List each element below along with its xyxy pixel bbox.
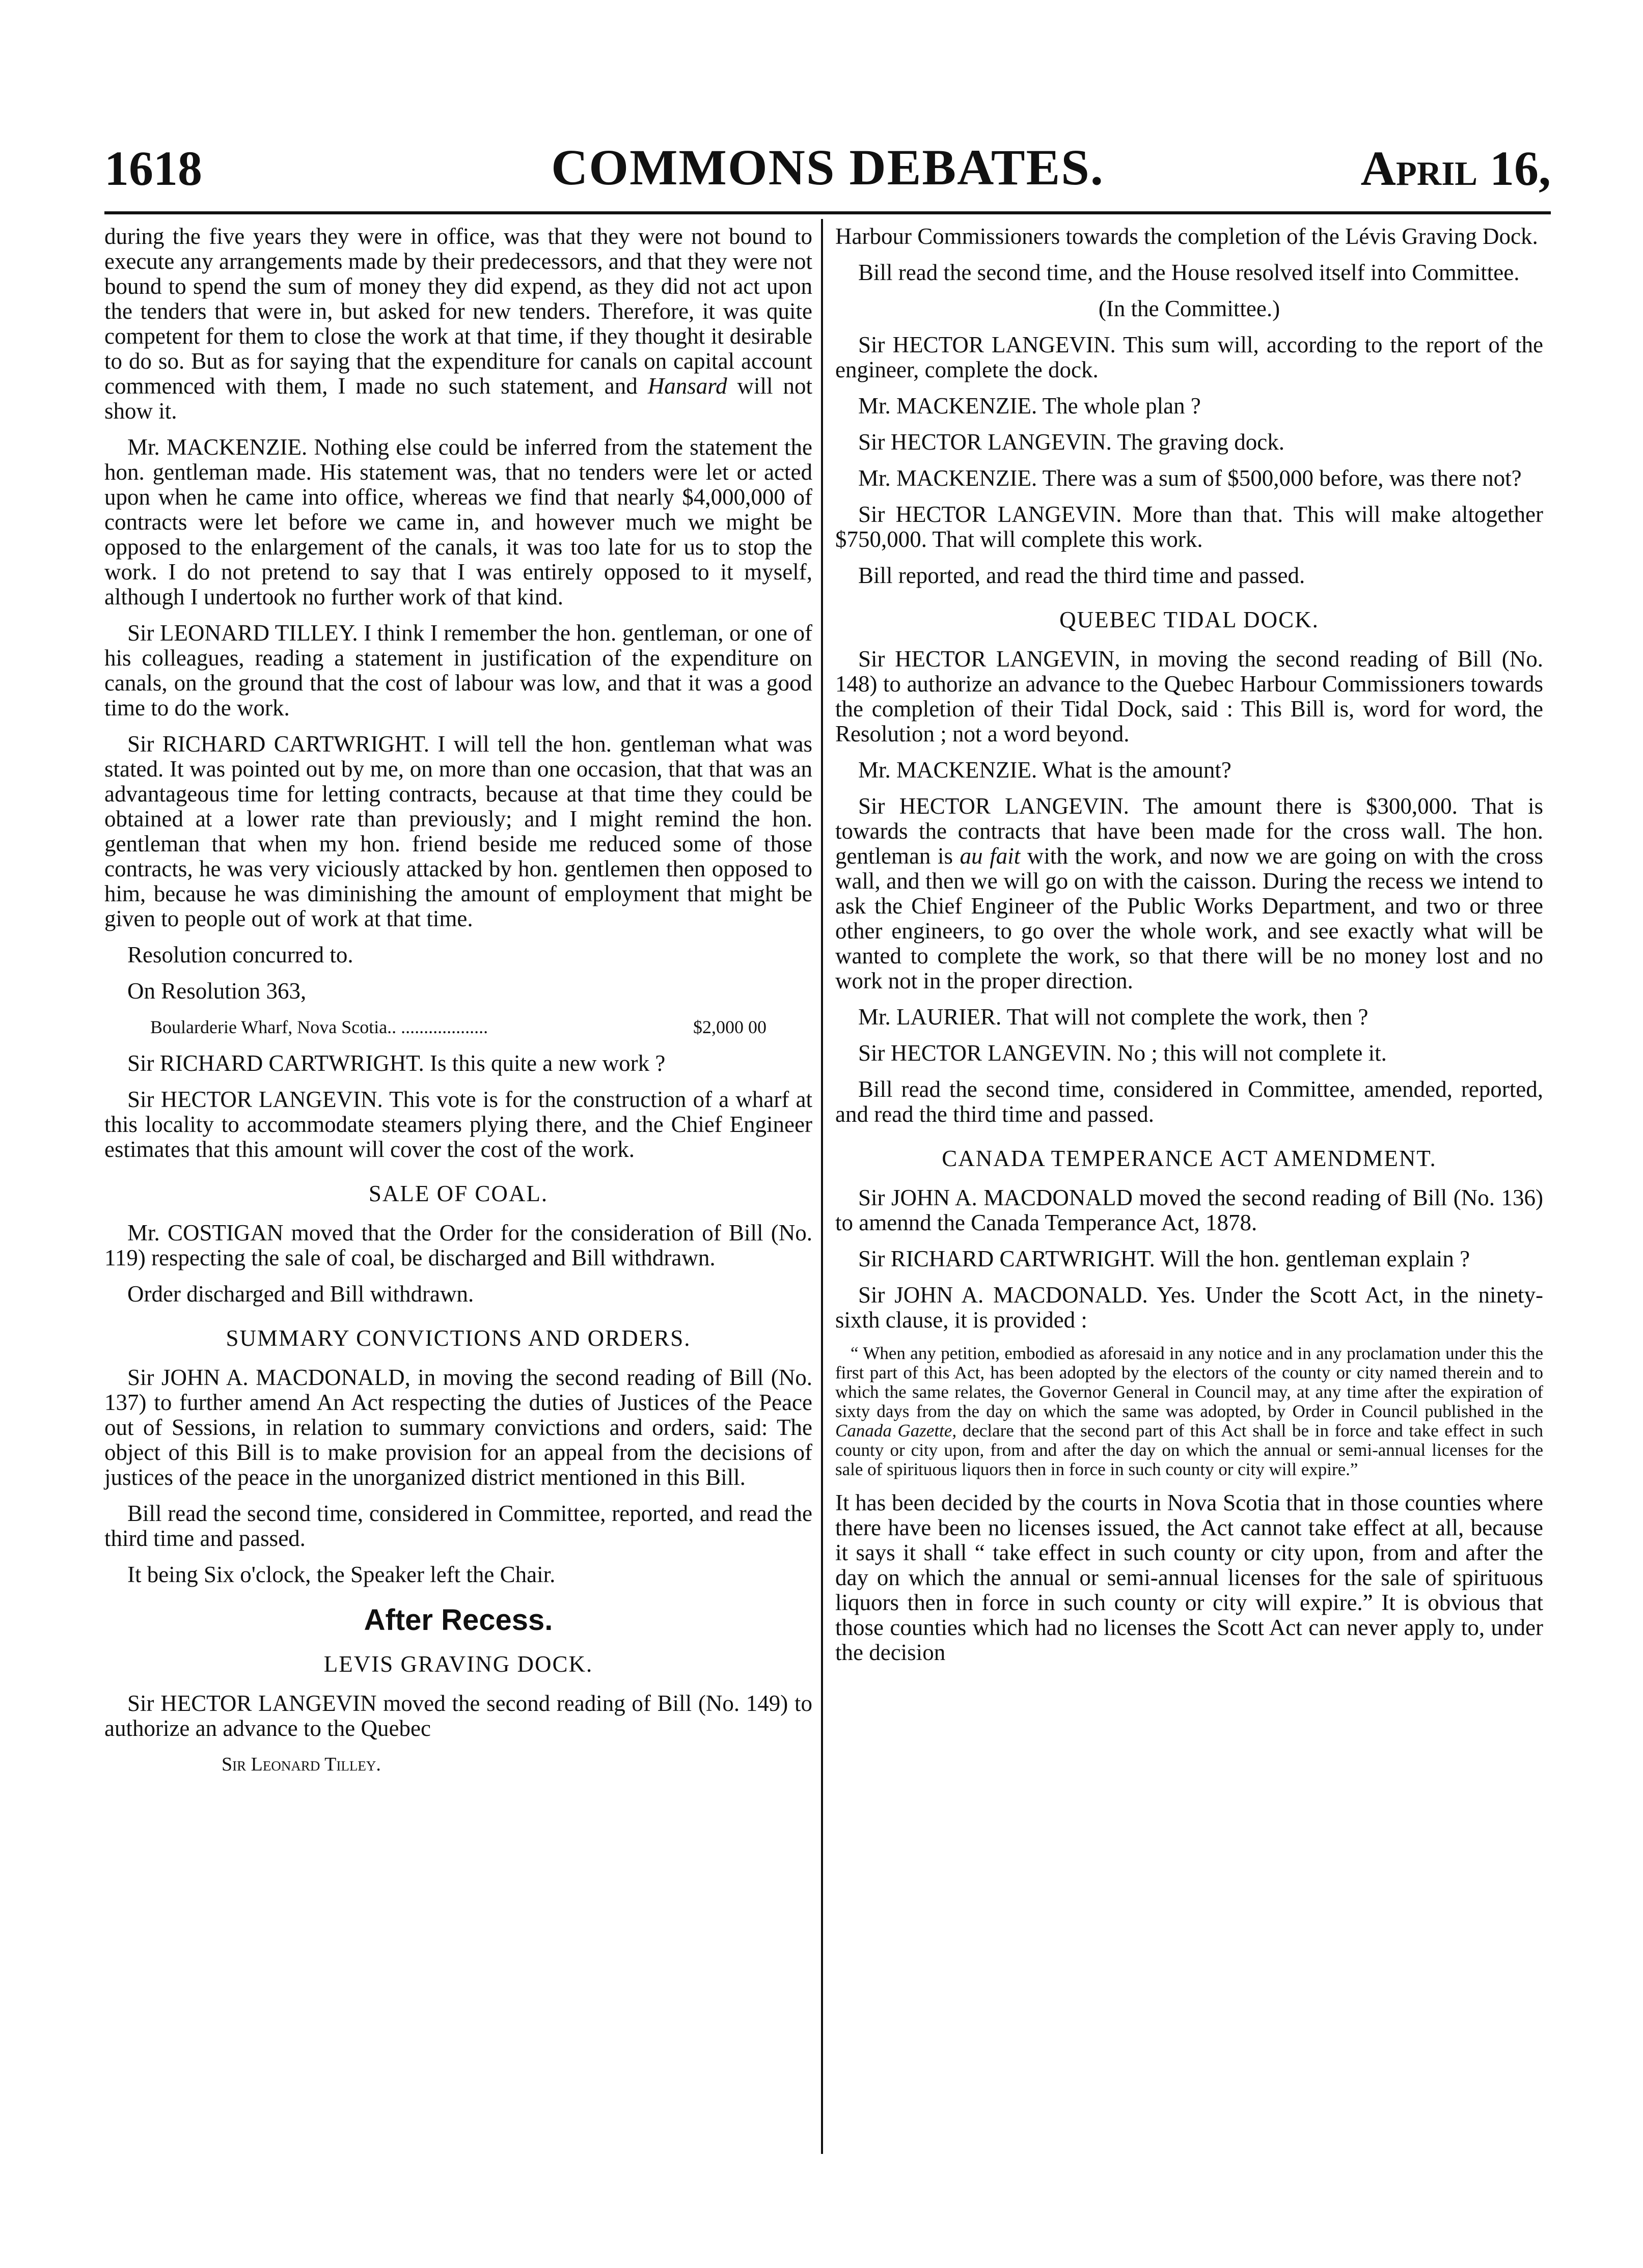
paragraph: Bill read the second time, considered in Committee, amended, reported, and read the third time and passed.	[835, 1076, 1543, 1127]
paragraph: Sir HECTOR LANGEVIN moved the second reading of Bill (No. 149) to authorize an advance to the Quebec	[104, 1691, 812, 1741]
paragraph: Bill reported, and read the third time and passed.	[858, 563, 1305, 588]
paragraph: during the five years they were in office, was that they were not bound to execute any arrangements made by their predecessors, and that they were not bound to spend the sum of money they did expend, as they did not act upon the tenders that were in, but asked for new tenders. Therefore, it was quite competent for them to close the work at that time, if they thought it desirable to do so. But as for saying that the expenditure for canals on capital account commenced with them, I made no such statement, and Hansard will not show it.	[104, 224, 813, 424]
recess-heading: After Recess.	[364, 1603, 553, 1637]
paragraph: It being Six o'clock, the Speaker left the Chair.	[127, 1562, 556, 1587]
paragraph: Sir RICHARD CARTWRIGHT. Is this quite a new work ?	[127, 1050, 666, 1076]
paragraph: Sir JOHN A. MACDONALD, in moving the second reading of Bill (No. 137) to further amend An Act respecting the duties of Justices of the Peace out of Sessions, in relation to summary convictions and orders, said: The object of this Bill is to make provision for an appeal from the decisions of justices of the peace in the unorganized district mentioned in this Bill.	[104, 1365, 812, 1490]
paragraph: Sir LEONARD TILLEY. I think I remember the hon. gentleman, or one of his colleagues, reading a statement in justification of the expenditure on canals, on the ground that the cost of labour was low, and that it was a good time to do the work.	[104, 620, 812, 721]
right-column	[835, 224, 1543, 1676]
paragraph: Sir HECTOR LANGEVIN. More than that. This will make altogether $750,000. That will complete this work.	[835, 502, 1543, 552]
paragraph: Mr. MACKENZIE. Nothing else could be inferred from the statement the hon. gentleman made. His statement was, that no tenders were let or acted upon when he came into office, whereas we find that nearly $4,000,000 of contracts were let before we came in, and however much we might be opposed to the enlargement of the canals, it was too late for us to stop the work. I do not pretend to say that I was entirely opposed to it myself, although I undertook no further work of that kind.	[104, 434, 812, 610]
paragraph: On Resolution 363,	[127, 978, 307, 1004]
footer-speaker: Sir Leonard Tilley.	[222, 1754, 381, 1775]
paragraph: It has been decided by the courts in Nova Scotia that in those counties where there have been no licenses issued, the Act cannot take effect at all, because it says it shall “ take effect in such county or city upon, from and after the day on which the annual or semi-annual licenses for the sale of spirituous liquors then in force in such county or city will expire.” It is obvious that those counties which had no licenses the Scott Act can never apply to, under the decision	[835, 1490, 1543, 1665]
paragraph: Sir JOHN A. MACDONALD moved the second reading of Bill (No. 136) to amennd the Canada Temperance Act, 1878.	[835, 1185, 1543, 1235]
paragraph: Harbour Commissioners towards the completion of the Lévis Graving Dock.	[835, 224, 1538, 249]
paragraph: Sir HECTOR LANGEVIN. This sum will, according to the report of the engineer, complete the dock.	[835, 332, 1543, 382]
paragraph: Mr. MACKENZIE. The whole plan ?	[858, 393, 1201, 419]
paragraph: Sir JOHN A. MACDONALD. Yes. Under the Scott Act, in the ninety-sixth clause, it is provided :	[835, 1282, 1543, 1333]
block-quote: “ When any petition, embodied as aforesaid in any notice and in any proclamation under this the first part of this Act, has been adopted by the electors of the county or city named therein and to which the same relates, the Governor General in Council may, at any time after the expiration of sixty days from the day on which the same was adopted, by Order in Council published in the Canada Gazette, declare that the second part of this Act shall be in force and take effect in such county or city upon, from and after the day on which the annual or semi-annual licenses for the sale of spirituous liquors then in force in such county or city will expire.”	[835, 1343, 1544, 1479]
left-column	[104, 224, 812, 1788]
section-heading: SUMMARY CONVICTIONS AND ORDERS.	[226, 1325, 691, 1351]
section-heading: SALE OF COAL.	[368, 1181, 549, 1206]
section-heading: QUEBEC TIDAL DOCK.	[1059, 607, 1319, 632]
item-amount: $2,000 00	[693, 1017, 766, 1037]
paragraph: Sir RICHARD CARTWRIGHT. Will the hon. gentleman explain ?	[858, 1246, 1470, 1271]
page-date: April 16,	[1360, 141, 1551, 196]
paragraph: Mr. LAURIER. That will not complete the work, then ?	[858, 1004, 1368, 1030]
column-divider	[821, 219, 823, 2154]
paragraph: Mr. MACKENZIE. What is the amount?	[858, 757, 1231, 783]
page-title: COMMONS DEBATES.	[551, 139, 1104, 196]
paragraph: Bill read the second time, considered in Committee, reported, and read the third time and passed.	[104, 1501, 812, 1551]
paragraph: Sir RICHARD CARTWRIGHT. I will tell the hon. gentleman what was stated. It was pointed out by me, on more than one occasion, that that was an advantageous time for letting contracts, because at that time they could be obtained at a lower rate than previously; and I might remind the hon. gentleman that when my hon. friend beside me reduced some of those contracts, he was very viciously attacked by hon. gentlemen then opposed to him, because he was diminishing the amount of employment that might be given to people out of work at that time.	[104, 731, 812, 931]
paragraph: Sir HECTOR LANGEVIN. The amount there is $300,000. That is towards the contracts that have been made for the cross wall. The hon. gentleman is au fait with the work, and now we are going on with the cross wall, and then we will go on with the caisson. During the recess we intend to ask the Chief Engineer of the Public Works Department, and two or three other engineers, to go over the whole work, and see exactly what will be wanted to complete the work, so that there will be no money lost and no work not in the proper direction.	[835, 793, 1543, 993]
header-rule	[104, 211, 1551, 214]
paragraph: Sir HECTOR LANGEVIN, in moving the second reading of Bill (No. 148) to authorize an advance to the Quebec Harbour Commissioners towards the completion of their Tidal Dock, said : This Bill is, word for word, the Resolution ; not a word beyond.	[835, 646, 1543, 746]
paragraph: Mr. MACKENZIE. There was a sum of $500,000 before, was there not?	[858, 465, 1522, 491]
paragraph: Order discharged and Bill withdrawn.	[127, 1281, 474, 1307]
paragraph: Mr. COSTIGAN moved that the Order for the consideration of Bill (No. 119) respecting the sale of coal, be discharged and Bill withdrawn.	[104, 1220, 812, 1270]
page-number: 1618	[104, 141, 202, 196]
page-header	[104, 130, 1551, 196]
paragraph: Sir HECTOR LANGEVIN. The graving dock.	[858, 429, 1284, 455]
resolution-item	[104, 1015, 812, 1040]
item-label: Boularderie Wharf, Nova Scotia.. ...................	[150, 1017, 488, 1037]
paragraph: Bill read the second time, and the House resolved itself into Committee.	[858, 260, 1520, 285]
paragraph: Sir HECTOR LANGEVIN. No ; this will not complete it.	[858, 1040, 1387, 1066]
paragraph: Resolution concurred to.	[127, 942, 353, 967]
paragraph: Sir HECTOR LANGEVIN. This vote is for the construction of a wharf at this locality to accommodate steamers plying there, and the Chief Engineer estimates that this amount will cover the cost of the work.	[104, 1087, 812, 1162]
section-heading: CANADA TEMPERANCE ACT AMENDMENT.	[942, 1146, 1437, 1171]
section-heading: LEVIS GRAVING DOCK.	[323, 1651, 593, 1677]
committee-note: (In the Committee.)	[1098, 296, 1280, 321]
